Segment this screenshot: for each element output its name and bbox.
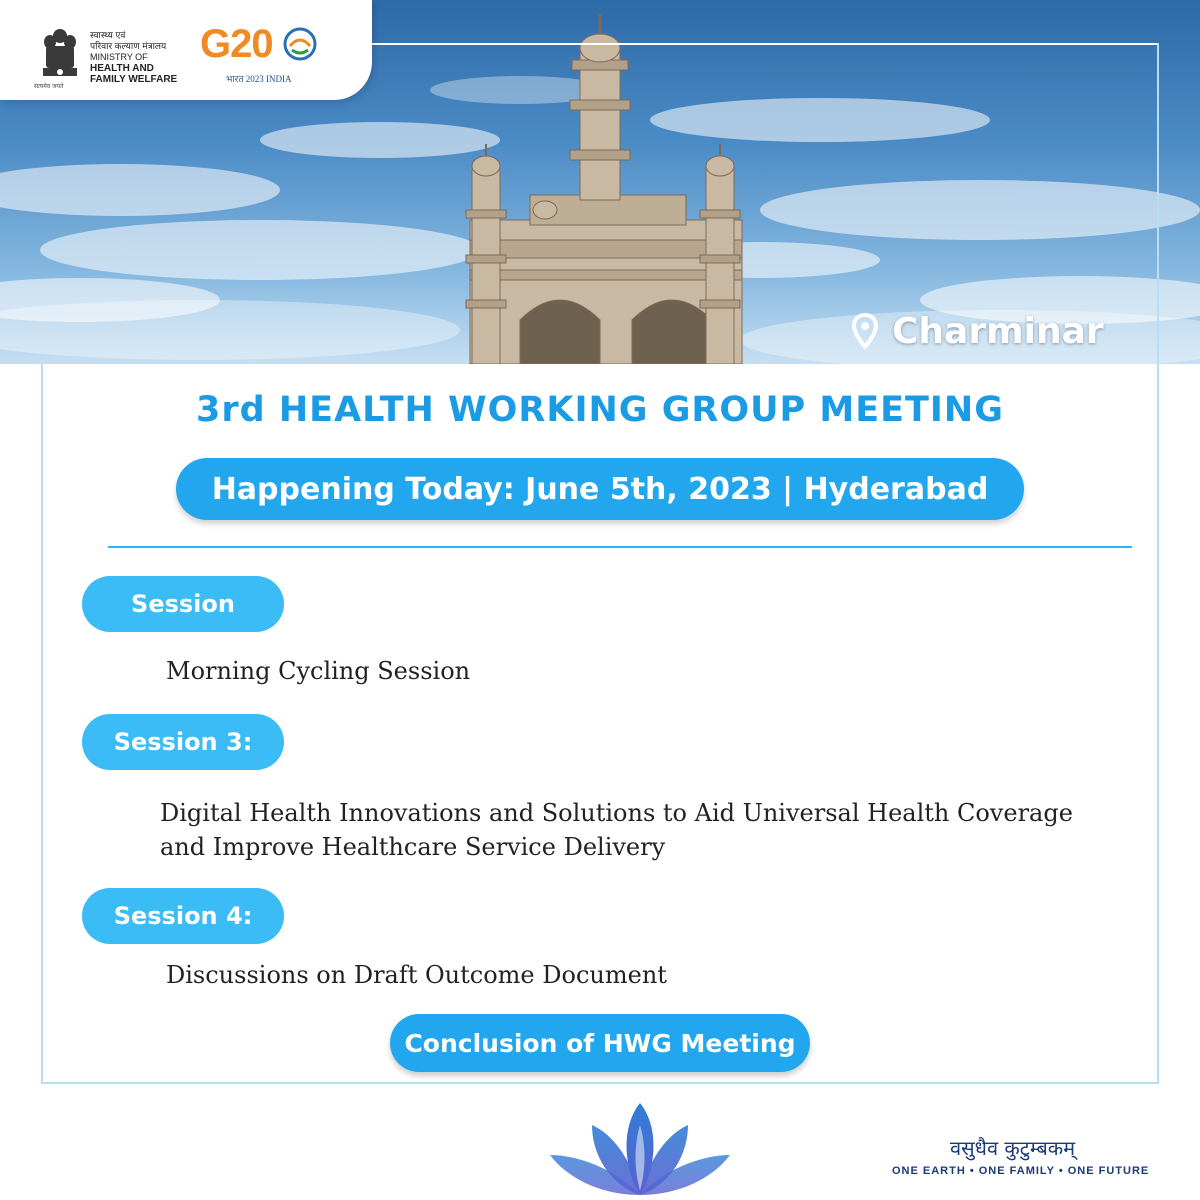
frame-line-right (1157, 43, 1159, 1083)
map-pin-icon (852, 313, 878, 349)
g20-logo-text: G20 (200, 22, 273, 66)
ministry-hi-line1: स्वास्थ्य एवं (90, 30, 126, 40)
g20-globe-icon (282, 26, 318, 62)
ministry-en-line3: FAMILY WELFARE (90, 74, 178, 85)
session-description: Morning Cycling Session (166, 657, 471, 685)
ministry-en-line1: MINISTRY OF (90, 52, 148, 62)
location-label (852, 306, 1104, 356)
frame-line-left (41, 364, 43, 1084)
session-badge: Session (82, 576, 284, 632)
session-4-description: Discussions on Draft Outcome Document (166, 961, 667, 989)
g20-logo (200, 22, 273, 67)
logo-card (0, 0, 372, 100)
frame-line-bottom (41, 1082, 1159, 1084)
national-emblem-icon (40, 26, 80, 88)
date-banner: Happening Today: June 5th, 2023 | Hyderabad (176, 458, 1024, 520)
page-title: 3rd HEALTH WORKING GROUP MEETING (196, 390, 1004, 430)
location-text: Charminar (892, 310, 1104, 352)
session-4-badge: Session 4: (82, 888, 284, 944)
session-3-description (160, 796, 1073, 864)
emblem-motto: सत्यमेव जयते (34, 83, 64, 90)
lotus-icon (540, 1095, 740, 1200)
session-3-description-line1: Digital Health Innovations and Solutions to Aid Universal Health Coverage (160, 799, 1073, 827)
ministry-en-line2: HEALTH AND (90, 63, 154, 74)
session-3-description-line2: and Improve Healthcare Service Delivery (160, 833, 666, 861)
g20-subtitle: भारत 2023 INDIA (226, 74, 292, 84)
tagline-hindi: वसुधैव कुटुम्बकम् (950, 1136, 1076, 1160)
ministry-hi-line2: परिवार कल्याण मंत्रालय (90, 41, 167, 51)
conclusion-banner: Conclusion of HWG Meeting (390, 1014, 810, 1072)
divider (108, 546, 1132, 548)
tagline-english: ONE EARTH • ONE FAMILY • ONE FUTURE (892, 1165, 1150, 1177)
ministry-name (90, 30, 177, 85)
frame-line-top (372, 43, 1159, 45)
session-3-badge: Session 3: (82, 714, 284, 770)
